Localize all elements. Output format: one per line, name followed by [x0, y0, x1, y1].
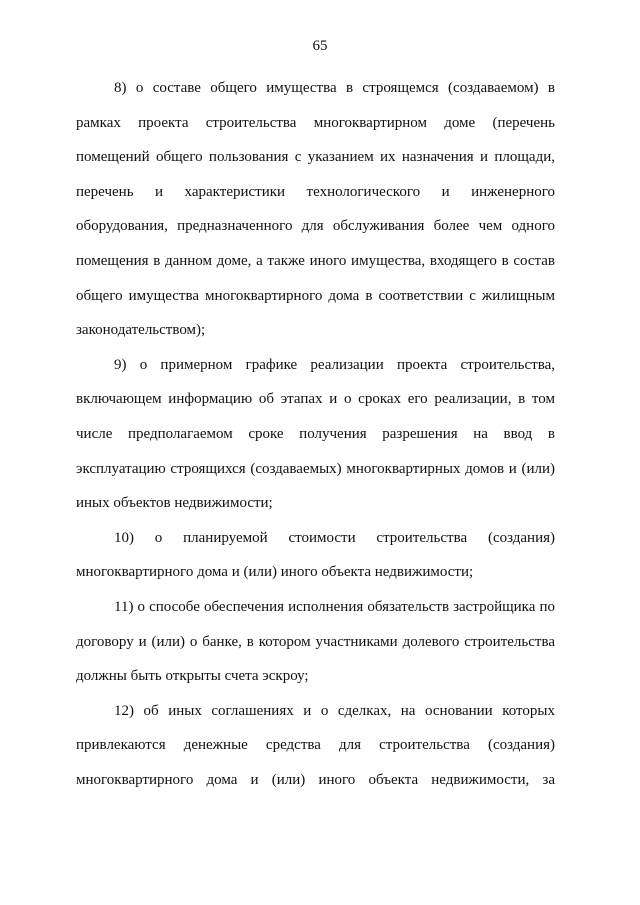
paragraph-item-11: 11) о способе обеспечения исполнения обязательств застройщика по договору и (или) о банке, в котором участниками долевого строительства должны быть открыты счета эскроу;	[76, 598, 555, 685]
paragraph-item-9: 9) о примерном графике реализации проекта строительства, включающем информацию об этапах и о сроках его реализации, в том числе предполагаемом сроке получения разрешения на ввод в эксплуатацию строящихся (создаваемых) многоквартирных домов и (или) иных объектов недвижимости;	[76, 356, 555, 512]
page-number: 65	[312, 38, 328, 54]
paragraph-item-12: 12) об иных соглашениях и о сделках, на основании которых привлекаются денежные средства для строительства (создания) многоквартирного дома и (или) иного объекта недвижимости, за	[76, 702, 555, 788]
document-body	[76, 71, 555, 797]
paragraph-item-10: 10) о планируемой стоимости строительства (создания) многоквартирного дома и (или) иного объекта недвижимости;	[76, 529, 555, 581]
paragraph-item-8: 8) о составе общего имущества в строящемся (создаваемом) в рамках проекта строительства многоквартирном доме (перечень помещений общего пользования с указанием их назначения и площади, перечень и характеристики технологического и инженерного оборудования, предназначенного для обслуживания более чем одного помещения в данном доме, а также иного имущества, входящего в состав общего имущества многоквартирного дома в соответствии с жилищным законодательством);	[76, 80, 555, 339]
